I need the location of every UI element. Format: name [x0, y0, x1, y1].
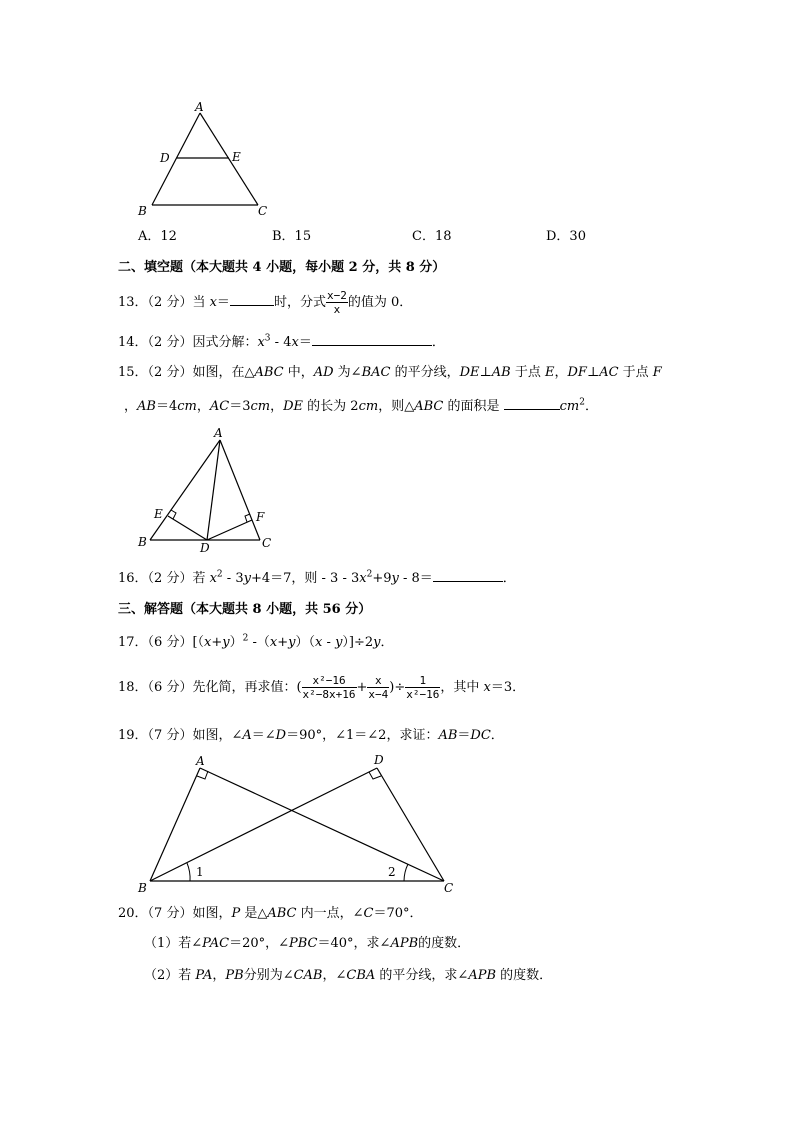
q15-text: 于点 [510, 365, 545, 380]
question-14 [118, 333, 445, 351]
q20-2-cab: CAB [293, 968, 323, 983]
label-b: B [138, 535, 147, 549]
q16-y: y [243, 571, 251, 586]
q15-ab: AB [137, 399, 156, 414]
q19-d: D [275, 728, 287, 743]
option-b: B．15 [272, 229, 312, 244]
q20-2-pb: PB [225, 968, 244, 983]
q15-df: DF [567, 365, 587, 380]
q15-cm: cm [177, 399, 197, 414]
q17-y: y [288, 635, 296, 650]
q17-y: y [335, 635, 343, 650]
q17-end: ． [380, 635, 394, 650]
q16-x: x [209, 571, 217, 586]
q13-var: x [209, 295, 217, 310]
q15-ac: AC [599, 365, 619, 380]
label-a: A [196, 754, 205, 768]
q14-end: ． [431, 335, 445, 350]
q15-cm: cm [250, 399, 271, 414]
option-c: C．18 [412, 229, 452, 244]
q17-text: - [322, 635, 336, 650]
q17-text: ） [229, 635, 243, 650]
label-f: F [256, 510, 265, 524]
option-a: A．12 [138, 229, 177, 244]
q18-fraction-2 [367, 674, 389, 701]
segment-bd [150, 768, 377, 881]
q19-text: ＝90°，∠1＝∠2，求证： [286, 728, 439, 743]
q20-1-text: （1）若∠ [144, 936, 203, 951]
question-20 [118, 906, 423, 922]
q13-numerator: x−2 [326, 289, 347, 302]
label-d: D [200, 541, 210, 555]
q15-text: ＝4 [155, 399, 178, 414]
q15-de: DE [283, 399, 304, 414]
question-15-line-1 [118, 365, 662, 381]
q17-text: ）（ [295, 635, 316, 650]
q16-text: 16．（2 分）若 [118, 571, 210, 586]
q18-x: x [483, 680, 491, 695]
q15-abc: ABC [414, 399, 444, 414]
section-2-title: 二、填空题（本大题共 4 小题，每小题 2 分，共 8 分） [118, 260, 446, 275]
segment-ac [200, 768, 444, 881]
q17-text: 17．（6 分）[（ [118, 635, 205, 650]
q17-exp: 2 [242, 633, 249, 644]
q13-fraction [326, 289, 348, 316]
q15-text: ， [270, 399, 284, 414]
label-b: B [138, 204, 147, 218]
label-c: C [444, 881, 454, 894]
label-a: A [195, 100, 204, 114]
q15-unit-exp: 2 [579, 397, 585, 408]
triangle-figure-q12 [130, 95, 280, 220]
q15-text: ， [196, 399, 210, 414]
q16-end: ． [502, 571, 516, 586]
crossed-triangles-figure-q19 [132, 748, 462, 894]
q20-2-text: ， [212, 968, 226, 983]
q15-perp: ⊥ [586, 365, 600, 380]
label-d: D [374, 753, 384, 767]
q15-text: ，则△ [378, 399, 415, 414]
right-angle-d [369, 772, 381, 779]
q15-text: ， [554, 365, 568, 380]
q20-2-cba: CBA [346, 968, 376, 983]
q18-f2-denominator: x−4 [368, 688, 389, 701]
q17-y: y [222, 635, 230, 650]
q15-f: F [652, 365, 662, 380]
label-a: A [214, 426, 223, 440]
q17-y: y [373, 635, 381, 650]
q20-2-text: 分别为∠ [243, 968, 294, 983]
q17-text: + [211, 635, 223, 650]
q20-2-apb: APB [468, 968, 497, 983]
segment-de [168, 516, 207, 540]
q18-f1-numerator: x²−16 [302, 674, 357, 688]
q20-text: 内一点，∠ [296, 906, 364, 921]
q14-x: x [257, 335, 265, 350]
q15-text: ＝3 [229, 399, 251, 414]
segment-df [207, 520, 252, 540]
angle-arc-2 [404, 864, 408, 881]
q19-text: 19．（7 分）如图，∠ [118, 728, 243, 743]
q17-x: x [315, 635, 323, 650]
q20-1-text: ＝20°，∠ [229, 936, 289, 951]
angle-arc-1 [187, 863, 190, 881]
q18-text: ＝3． [490, 680, 526, 695]
q20-abc: ABC [267, 906, 297, 921]
label-b: B [138, 881, 147, 894]
q18-f3-denominator: x²−16 [406, 688, 440, 701]
q18-text: ，其中 [440, 680, 484, 695]
label-e: E [154, 507, 163, 521]
q20-1-text: ＝40°，求∠ [317, 936, 391, 951]
q20-1-pac: PAC [202, 936, 230, 951]
option-d: D．30 [546, 229, 586, 244]
q15-ac: AC [209, 399, 230, 414]
q19-dc: DC [470, 728, 491, 743]
q14-expr-b: - 4 [270, 335, 292, 350]
q14-prefix: 14．（2 分）因式分解： [118, 335, 258, 350]
q20-2-text: （2）若 [144, 968, 196, 983]
q15-end: ． [584, 399, 598, 414]
q15-text: 的长为 2 [303, 399, 359, 414]
q20-text: ＝70°． [373, 906, 423, 921]
q18-f3-numerator: 1 [405, 674, 440, 688]
q15-text: 的面积是 [443, 399, 504, 414]
q14-answer-blank[interactable] [312, 333, 432, 346]
q16-x: x [359, 571, 367, 586]
q15-abc: ABC [254, 365, 284, 380]
q13-prefix: 13．（2 分）当 [118, 295, 210, 310]
angle-label-2: 2 [388, 865, 396, 879]
q15-cm: cm [358, 399, 379, 414]
q17-text: + [277, 635, 289, 650]
q15-text: 为∠ [333, 365, 362, 380]
q20-c: C [363, 906, 374, 921]
q14-exp: 3 [264, 333, 271, 344]
q20-2-text: ，∠ [322, 968, 347, 983]
q13-eq: ＝ [216, 295, 230, 310]
q14-var: x [291, 335, 299, 350]
q20-p: P [231, 906, 241, 921]
q20-2-text: 的度数． [496, 968, 553, 983]
segment-ab [150, 768, 200, 881]
q20-1-apb: APB [390, 936, 419, 951]
q20-text: 20．（7 分）如图， [118, 906, 232, 921]
q13-denominator: x [333, 303, 341, 316]
q14-eq: ＝ [298, 335, 312, 350]
label-c: C [262, 536, 272, 550]
edge-ac [200, 113, 258, 205]
q15-de: DE [459, 365, 480, 380]
q16-y: y [391, 571, 399, 586]
question-16 [118, 569, 516, 587]
q15-text: 中， [283, 365, 314, 380]
q20-text: 是△ [240, 906, 268, 921]
q18-fraction-3 [405, 674, 440, 701]
label-c: C [258, 204, 268, 218]
q16-exp: 2 [366, 569, 373, 580]
question-15-line-2 [124, 397, 598, 415]
q15-e: E [544, 365, 555, 380]
question-19 [118, 728, 504, 744]
q18-text: )÷ [389, 680, 406, 695]
q15-ad: AD [313, 365, 334, 380]
q20-2-text: 的平分线，求∠ [375, 968, 469, 983]
q16-text: - 3 [222, 571, 244, 586]
q15-text: 于点 [618, 365, 653, 380]
q18-f2-numerator: x [367, 674, 389, 688]
section-3-title: 三、解答题（本大题共 8 小题，共 56 分） [118, 602, 372, 617]
label-d: D [160, 151, 170, 165]
q20-2-pa: PA [195, 968, 213, 983]
question-13 [118, 287, 412, 319]
q19-text: ＝∠ [251, 728, 276, 743]
q19-end: ． [490, 728, 504, 743]
q18-text: 18．（6 分）先化简，再求值：( [118, 680, 302, 695]
q20-1-text: 的度数． [418, 936, 471, 951]
q19-a: A [242, 728, 252, 743]
q16-exp: 2 [216, 569, 223, 580]
q17-text: -（ [248, 635, 270, 650]
angle-label-1: 1 [196, 865, 204, 879]
q16-answer-blank[interactable] [433, 569, 503, 582]
question-20-part-1 [144, 936, 470, 952]
question-18 [118, 670, 525, 706]
q15-text: 15．（2 分）如图，在△ [118, 365, 255, 380]
q18-f1-denominator: x²−8x+16 [302, 688, 356, 701]
q15-bac: BAC [361, 365, 391, 380]
q16-text: +4＝7，则 - 3 - 3 [250, 571, 360, 586]
triangle-figure-q15 [132, 422, 282, 557]
q20-1-pbc: PBC [289, 936, 318, 951]
q19-ab: AB [438, 728, 458, 743]
q16-text: +9 [372, 571, 392, 586]
q15-answer-blank[interactable] [504, 397, 560, 410]
q15-unit: cm [559, 399, 580, 414]
label-e: E [232, 150, 241, 164]
q15-text: 的平分线， [390, 365, 460, 380]
q18-fraction-1 [302, 674, 357, 701]
q13-answer-blank[interactable] [230, 293, 274, 306]
question-20-part-2 [144, 968, 552, 984]
q15-perp: ⊥ [479, 365, 492, 380]
question-17 [118, 635, 394, 651]
q13-mid: 时，分式 [273, 295, 326, 310]
q19-text: ＝ [457, 728, 471, 743]
q18-plus: + [356, 680, 368, 695]
q15-ab: AB [491, 365, 511, 380]
q13-suffix: 的值为 0． [347, 295, 413, 310]
q17-x: x [204, 635, 212, 650]
q15-text: ， [124, 399, 138, 414]
q17-text: ）]÷2 [342, 635, 374, 650]
q17-x: x [269, 635, 278, 650]
q16-text: - 8＝ [398, 571, 433, 586]
